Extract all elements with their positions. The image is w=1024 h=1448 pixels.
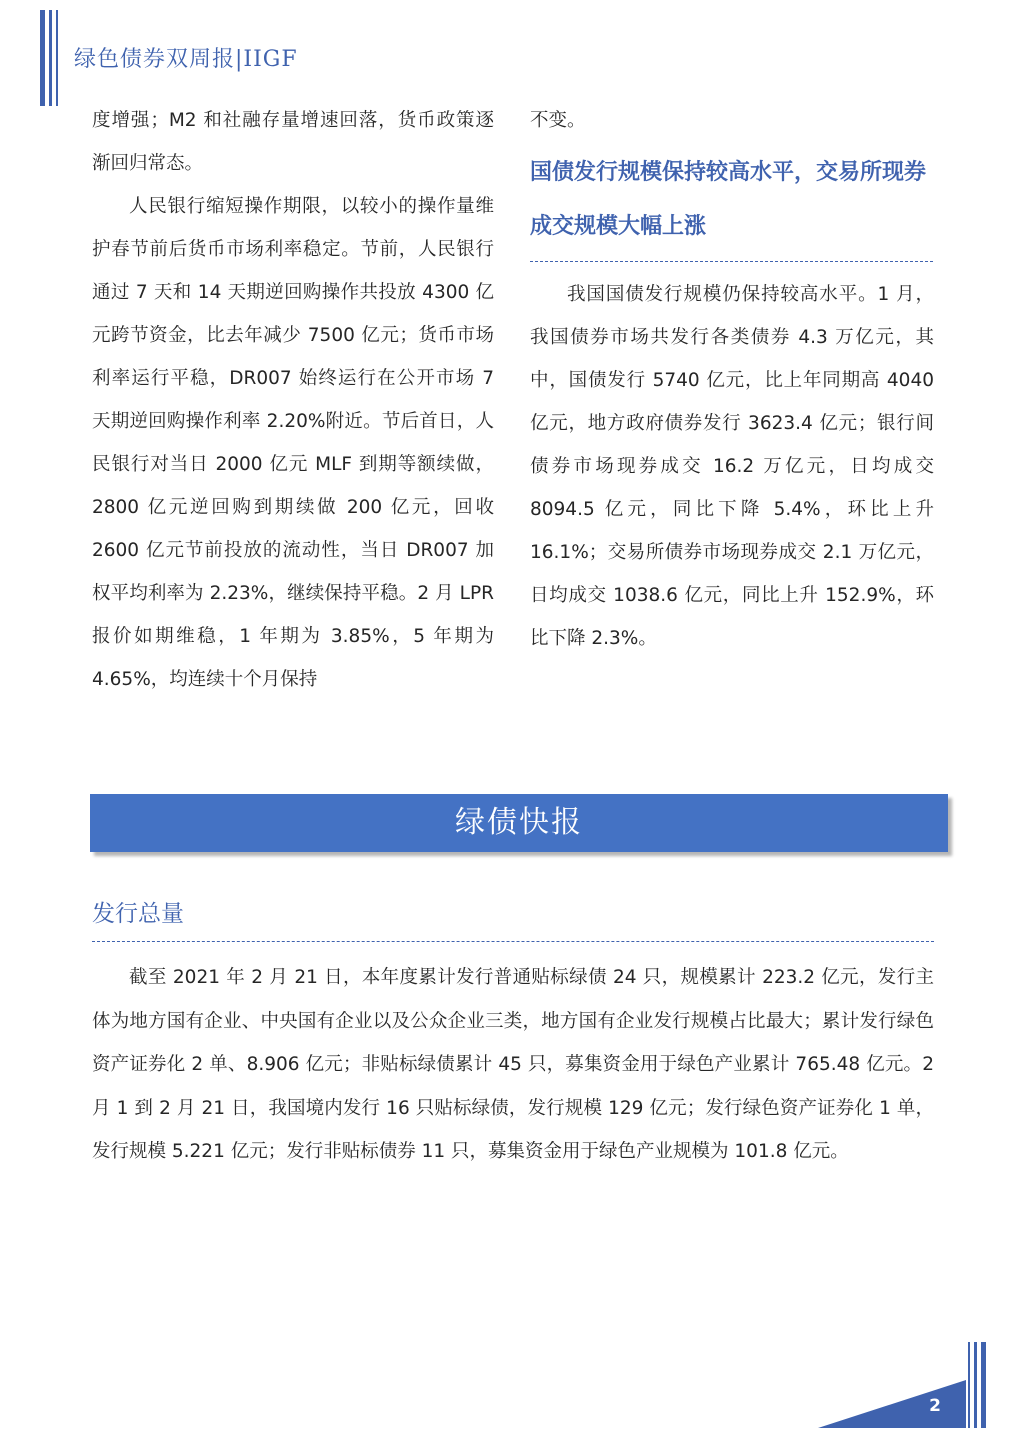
full-width-body <box>92 956 934 1174</box>
body-paragraph: 度增强；M2 和社融存量增速回落，货币政策逐渐回归常态。 <box>92 110 494 174</box>
left-column <box>92 99 494 701</box>
page-number: 2 <box>929 1396 941 1416</box>
section-heading: 国债发行规模保持较高水平，交易所现券成交规模大幅上涨 <box>530 160 927 239</box>
subsection-title: 发行总量 <box>92 901 184 927</box>
body-paragraph: 截至 2021 年 2 月 21 日，本年度累计发行普通贴标绿债 24 只，规模累计 223.2 亿元，发行主体为地方国有企业、中央国有企业以及公众企业三类，地方国有企业发行规模占比最大；累计发行绿色资产证券化 2 单、8.906 亿元；非贴标绿债累计 45 只，募集资金用于绿色产业累计 765.48 亿元。2 月 1 到 2 月 21 日，我国境内发行 16 只贴标绿债，发行规模 129 亿元；发行绿色资产证券化 1 单，发行规模 5.221 亿元；发行非贴标债券 11 只，募集资金用于绿色产业规模为 101.8 亿元。 <box>92 967 934 1162</box>
header-decoration-bars <box>40 10 58 106</box>
subsection-divider <box>92 941 934 942</box>
body-paragraph: 我国国债发行规模仍保持较高水平。1 月，我国债券市场共发行各类债券 4.3 万亿元，其中，国债发行 5740 亿元，比上年同期高 4040 亿元，地方政府债券发行 3623.4 亿元；银行间债券市场现券成交 16.2 万亿元，日均成交 8094.5 亿元，同比下降 5.4%，环比上升 16.1%；交易所债券市场现券成交 2.1 万亿元，日均成交 1038.6 亿元，同比上升 152.9%，环比下降 2.3%。 <box>530 284 934 649</box>
section-divider <box>530 261 933 262</box>
right-column <box>530 99 934 660</box>
report-title: 绿色债券双周报|IIGF <box>74 47 298 72</box>
body-paragraph-continuation: 不变。 <box>530 110 586 131</box>
footer-decoration-bars <box>968 1342 986 1428</box>
body-paragraph: 人民银行缩短操作期限，以较小的操作量维护春节前后货币市场利率稳定。节前，人民银行通过 7 天和 14 天期逆回购操作共投放 4300 亿元跨节资金，比去年减少 7500 亿元；货币市场利率运行平稳，DR007 始终运行在公开市场 7 天期逆回购操作利率 2.20%附近。节后首日，人民银行对当日 2000 亿元 MLF 到期等额续做，2800 亿元逆回购到期续做 200 亿元，回收 2600 亿元节前投放的流动性，当日 DR007 加权平均利率为 2.23%，继续保持平稳。2 月 LPR 报价如期维稳，1 年期为 3.85%，5 年期为 4.65%，均连续十个月保持 <box>92 196 494 690</box>
section-banner: 绿债快报 <box>90 794 948 852</box>
